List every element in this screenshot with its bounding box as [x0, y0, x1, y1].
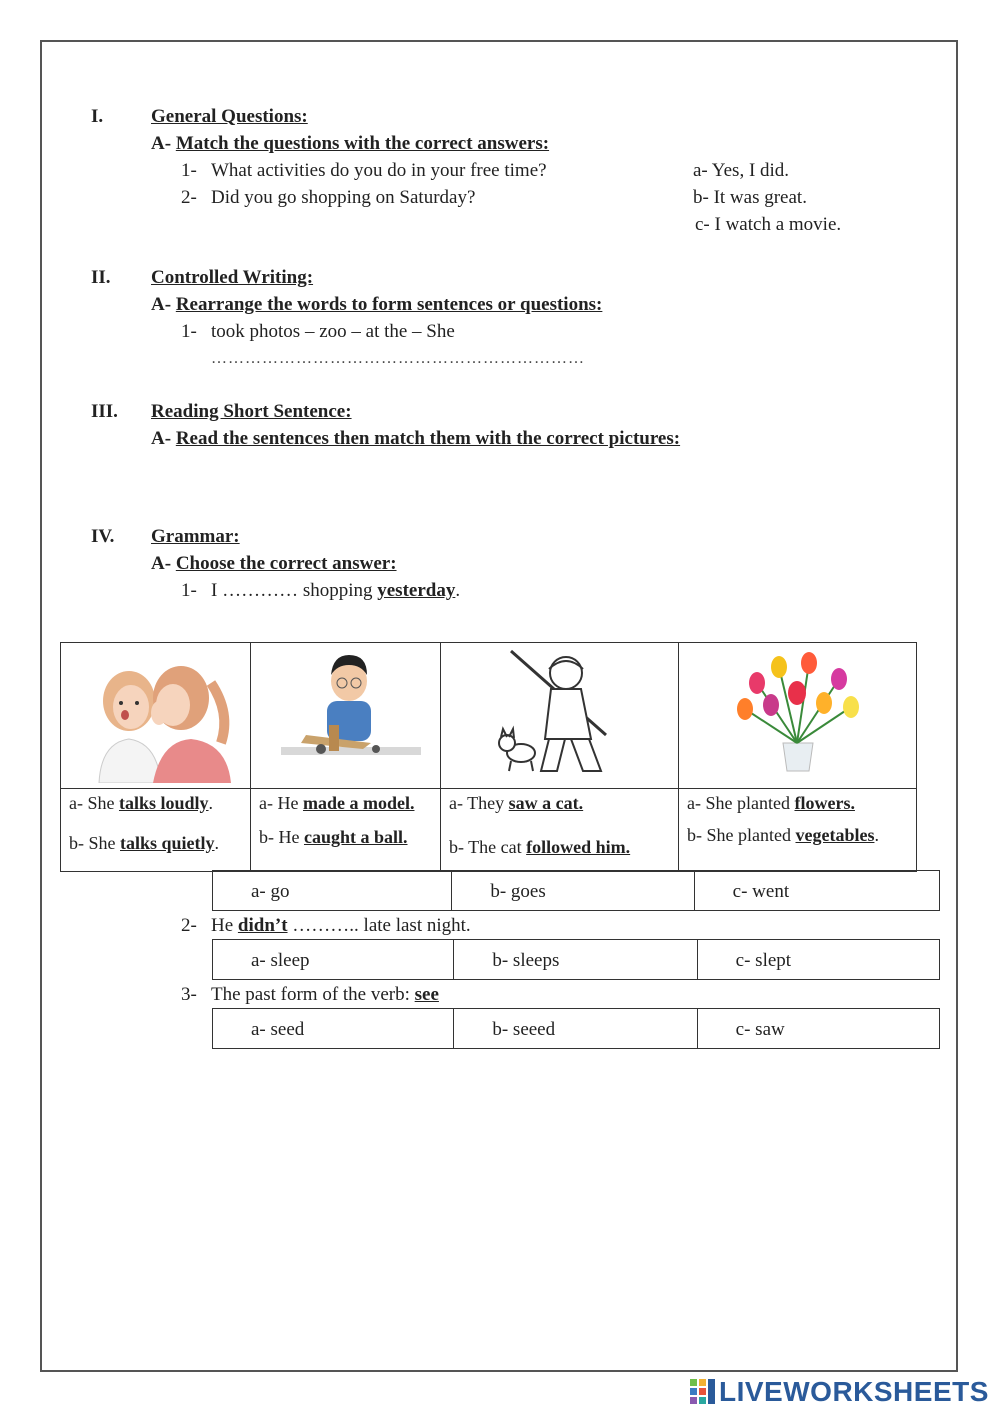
section-2-sub-title: Rearrange the words to form sentences or questions: [175, 294, 603, 315]
section-4-sub-title: Choose the correct answer: [175, 553, 397, 574]
girls-whispering-icon [61, 643, 250, 783]
section-3-sub-title: Read the sentences then match them with the correct pictures: [175, 428, 681, 449]
p4-option-b[interactable]: b- She planted vegetables. [687, 825, 879, 845]
s2-answer-line[interactable]: ………………………………………………………… [211, 350, 585, 367]
section-4-sub [151, 553, 397, 575]
q1-option-a[interactable]: a- go [213, 871, 452, 910]
q1-option-c[interactable]: c- went [732, 881, 790, 902]
s1-q1-text: What activities do you do in your free time? [211, 160, 547, 181]
section-2-title: Controlled Writing: [151, 267, 314, 288]
q2-option-c[interactable]: c- slept [735, 950, 792, 971]
picture-1-options [61, 789, 251, 872]
s4-q2-text [211, 915, 471, 937]
p1-option-b[interactable]: b- She talks quietly. [69, 833, 220, 853]
picture-boy-model [251, 643, 441, 789]
p2-option-a[interactable]: a- He made a model. [259, 793, 415, 813]
section-3-number: III. [91, 401, 118, 422]
q3-option-a[interactable]: a- seed [213, 1009, 454, 1048]
s4-q2-bold: didn’t [237, 915, 288, 936]
p3-option-a[interactable]: a- They saw a cat. [449, 793, 584, 813]
section-4-number: IV. [91, 526, 115, 547]
q3-option-c[interactable]: c- saw [735, 1019, 785, 1040]
q1-option-b[interactable]: b- goes [452, 871, 694, 910]
q2-option-b[interactable]: b- sleeps [454, 940, 697, 979]
section-4-title: Grammar: [151, 526, 240, 547]
picture-flowers [679, 643, 917, 789]
p3-option-b[interactable]: b- The cat followed him. [449, 837, 631, 857]
section-2-number: II. [91, 267, 111, 288]
s1-q2-number: 2- [181, 187, 197, 208]
section-1-title: General Questions: [151, 106, 308, 127]
s4-q3-number: 3- [181, 984, 197, 1005]
boy-making-model-icon [251, 643, 440, 783]
liveworksheets-logo-text: LIVEWORKSHEETS [719, 1376, 989, 1407]
s1-answer-c[interactable]: c- I watch a movie. [695, 214, 842, 235]
section-1-sub-title: Match the questions with the correct answers: [175, 133, 550, 154]
s2-item-text: took photos – zoo – at the – She [211, 321, 455, 342]
s1-answer-a[interactable]: a- Yes, I did. [693, 160, 790, 181]
s4-q1-text [211, 580, 460, 602]
section-3-title: Reading Short Sentence: [151, 401, 352, 422]
section-3-sub [151, 428, 680, 450]
s4-q1-number: 1- [181, 580, 197, 601]
q2-option-a[interactable]: a- sleep [213, 940, 454, 979]
picture-girls-whispering [61, 643, 251, 789]
s4-q2-number: 2- [181, 915, 197, 936]
section-1-sub [151, 133, 549, 155]
boy-and-cat-icon [441, 643, 678, 783]
s4-q2-pre: He [211, 915, 238, 936]
s2-item-number: 1- [181, 321, 197, 342]
s4-q1-bold: yesterday [377, 580, 456, 601]
liveworksheets-logo [690, 1376, 989, 1408]
p4-option-a[interactable]: a- She planted flowers. [687, 793, 855, 813]
s4-q3-text [211, 984, 439, 1006]
s4-q1-pre: I ………… shopping [211, 580, 378, 601]
picture-table [60, 642, 917, 872]
q1-options-row [212, 870, 940, 911]
section-1-number: I. [91, 106, 104, 127]
picture-3-options [441, 789, 679, 872]
section-2-sub-label: A- [151, 294, 172, 315]
q2-options-row [212, 939, 940, 980]
p2-option-b[interactable]: b- He caught a ball. [259, 827, 408, 847]
section-3-sub-label: A- [151, 428, 172, 449]
s4-q3-pre: The past form of the verb: [211, 984, 415, 1005]
section-1-sub-label: A- [151, 133, 172, 154]
s1-q2-text: Did you go shopping on Saturday? [211, 187, 476, 208]
q3-option-b[interactable]: b- seeed [454, 1009, 697, 1048]
s4-q2-post: ……….. late last night. [287, 915, 471, 936]
section-2-sub [151, 294, 602, 316]
picture-2-options [251, 789, 441, 872]
p1-option-a[interactable]: a- She talks loudly. [69, 793, 214, 813]
picture-boy-cat [441, 643, 679, 789]
section-4-sub-label: A- [151, 553, 172, 574]
s4-q1-post: . [455, 580, 461, 601]
picture-4-options [679, 789, 917, 872]
s4-q3-bold: see [414, 984, 439, 1005]
s1-answer-b[interactable]: b- It was great. [693, 187, 807, 208]
flower-bouquet-icon [679, 643, 916, 783]
q3-options-row [212, 1008, 940, 1049]
s1-q1-number: 1- [181, 160, 197, 181]
liveworksheets-logo-icon [690, 1379, 716, 1405]
